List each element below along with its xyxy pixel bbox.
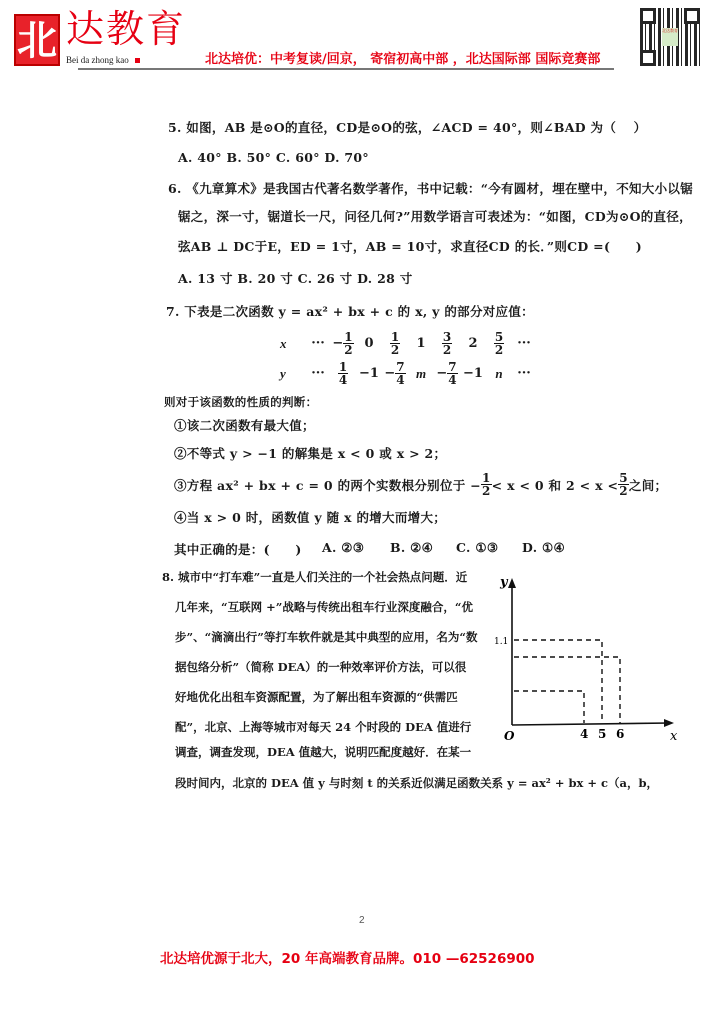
q8-line-1: 8. 城市中“打车难”一直是人们关注的一个社会热点问题．近 bbox=[162, 570, 468, 584]
fraction bbox=[338, 361, 348, 386]
numerator: 1 bbox=[482, 471, 491, 485]
table-cell: ··· bbox=[517, 336, 531, 351]
header-divider bbox=[78, 68, 614, 70]
table-cell: m bbox=[415, 365, 427, 381]
qr-code-icon bbox=[640, 8, 700, 66]
denominator: 2 bbox=[494, 343, 504, 357]
logo-subtitle bbox=[66, 55, 140, 66]
q7-option-d: D. ①④ bbox=[522, 540, 566, 555]
table-cell: ··· bbox=[517, 366, 531, 381]
logo-text: 达教育 bbox=[66, 7, 187, 51]
y-tick-label: 1.1 bbox=[494, 637, 509, 647]
minus-sign: − bbox=[384, 366, 396, 381]
q8-graph bbox=[490, 570, 690, 745]
x-tick-label: 5 bbox=[598, 727, 607, 741]
minus-sign: − bbox=[436, 366, 448, 381]
x-axis bbox=[512, 723, 670, 725]
table-row-label: x bbox=[280, 335, 287, 351]
q7-ask: 其中正确的是：( ) bbox=[174, 542, 302, 557]
table-cell: ··· bbox=[311, 366, 325, 381]
denominator: 4 bbox=[448, 373, 457, 387]
dashed-guides bbox=[514, 640, 620, 723]
logo-mark: 北 bbox=[14, 14, 60, 66]
fraction bbox=[447, 361, 457, 386]
fraction bbox=[481, 472, 492, 497]
q8-line-7: 调查，调查发现，DEA 值越大，说明匹配度越好．在某一 bbox=[175, 745, 472, 759]
q6-options: A. 13 寸 B. 20 寸 C. 26 寸 D. 28 寸 bbox=[178, 271, 413, 286]
q7-table-row-x bbox=[280, 331, 536, 356]
table-cell bbox=[486, 331, 512, 356]
minus-sign: − bbox=[332, 336, 344, 351]
qr-center-label: 北达教育 bbox=[662, 28, 678, 46]
s3-part-a: ③方程 ax² + bx + c = 0 的两个实数根分别位于 − bbox=[174, 477, 481, 493]
q7-option-c: C. ①③ bbox=[456, 540, 499, 555]
q8-line-6: 配”，北京、上海等城市对每天 24 个时段的 DEA 值进行 bbox=[175, 720, 472, 734]
q7-statement-1: ①该二次函数有最大值； bbox=[174, 418, 315, 433]
red-square-icon bbox=[135, 58, 140, 63]
table-cell: −1 bbox=[463, 366, 483, 381]
fraction bbox=[343, 331, 353, 356]
table-cell: 2 bbox=[468, 336, 478, 351]
q7-option-b: B. ②④ bbox=[390, 540, 434, 555]
q7-intro: 则对于该函数的性质的判断： bbox=[164, 395, 318, 409]
table-row-label: y bbox=[280, 365, 286, 381]
q7-option-a: A. ②③ bbox=[322, 540, 365, 555]
x-tick-label: 4 bbox=[580, 727, 589, 741]
table-cell bbox=[382, 361, 408, 386]
numerator: 1 bbox=[338, 360, 348, 374]
denominator: 2 bbox=[482, 484, 491, 498]
table-cell bbox=[382, 331, 408, 356]
table-cell bbox=[434, 331, 460, 356]
table-cell bbox=[330, 361, 356, 386]
numerator: 7 bbox=[448, 360, 457, 374]
axis-arrows-icon bbox=[508, 578, 674, 727]
denominator: 2 bbox=[344, 343, 353, 357]
q7-statement-2: ②不等式 y > −1 的解集是 x < 0 或 x > 2； bbox=[174, 446, 447, 461]
table-cell bbox=[330, 331, 356, 356]
header-tagline: 北达培优：中考复读/回京， 寄宿初高中部 ，北达国际部 国际竞赛部 bbox=[205, 52, 601, 67]
page-number: 2 bbox=[359, 915, 365, 926]
q7-stem: 7. 下表是二次函数 y = ax² + bx + c 的 x, y 的部分对应值： bbox=[166, 304, 534, 319]
q6-line-2: 锯之，深一寸，锯道长一尺，问径几何?”用数学语言可表述为：“如图，CD为⊙O的直径， bbox=[178, 209, 692, 224]
q7-statement-3 bbox=[174, 472, 667, 497]
x-axis-label: x bbox=[670, 729, 678, 744]
y-axis-label: y bbox=[500, 575, 508, 590]
table-cell: ··· bbox=[311, 336, 325, 351]
fraction bbox=[390, 331, 400, 356]
fraction bbox=[618, 472, 629, 497]
denominator: 4 bbox=[338, 373, 348, 387]
footer-text: 北达培优源于北大，20 年高端教育品牌。010 —62526900 bbox=[160, 951, 535, 967]
q8-line-4: 据包络分析”（简称 DEA）的一种效率评价方法，可以很 bbox=[175, 660, 467, 674]
s3-part-b: < x < 0 和 2 < x < bbox=[491, 477, 619, 493]
numerator: 3 bbox=[442, 330, 452, 344]
table-cell bbox=[434, 361, 460, 386]
q6-line-1: 6. 《九章算术》是我国古代著名数学著作，书中记载：“今有圆材，埋在壁中，不知大小以锯 bbox=[168, 181, 693, 196]
q7-statement-4: ④当 x > 0 时，函数值 y 随 x 的增大而增大； bbox=[174, 510, 447, 525]
q8-line-2: 几年来，“互联网 +”战略与传统出租车行业深度融合，“优 bbox=[175, 600, 473, 614]
denominator: 4 bbox=[396, 373, 405, 387]
q8-last-line: 段时间内，北京的 DEA 值 y 与时刻 t 的关系近似满足函数关系 y = ax² + bx + c（a，b， bbox=[175, 776, 659, 790]
table-cell: 1 bbox=[416, 336, 426, 351]
s3-part-c: 之间； bbox=[628, 477, 668, 493]
table-cell: 0 bbox=[364, 336, 374, 351]
fraction bbox=[494, 331, 504, 356]
q5-options: A. 40° B. 50° C. 60° D. 70° bbox=[178, 150, 369, 165]
logo-subtitle-text: Bei da zhong kao bbox=[66, 55, 129, 65]
q6-line-3: 弦AB ⊥ DC于E，ED = 1寸，AB = 10寸，求直径CD 的长．”则CD =( ) bbox=[178, 239, 642, 254]
q5-stem: 5. 如图，AB 是⊙O的直径，CD是⊙O的弦，∠ACD = 40°，则∠BAD 为（ ） bbox=[168, 120, 647, 135]
q8-line-5: 好地优化出租车资源配置，为了解出租车资源的“供需匹 bbox=[175, 690, 458, 704]
denominator: 2 bbox=[619, 484, 628, 498]
numerator: 5 bbox=[494, 330, 504, 344]
numerator: 5 bbox=[619, 471, 628, 485]
x-tick-label: 6 bbox=[616, 727, 625, 741]
numerator: 7 bbox=[396, 360, 405, 374]
origin-label: O bbox=[504, 729, 515, 743]
q8-line-3: 步”、“滴滴出行”等打车软件就是其中典型的应用，名为“数 bbox=[175, 630, 478, 644]
table-cell: −1 bbox=[359, 366, 379, 381]
numerator: 1 bbox=[390, 330, 400, 344]
fraction bbox=[442, 331, 452, 356]
numerator: 1 bbox=[344, 330, 353, 344]
fraction bbox=[395, 361, 405, 386]
denominator: 2 bbox=[442, 343, 452, 357]
q7-table-row-y bbox=[280, 361, 536, 386]
table-cell: n bbox=[495, 365, 503, 381]
denominator: 2 bbox=[390, 343, 400, 357]
